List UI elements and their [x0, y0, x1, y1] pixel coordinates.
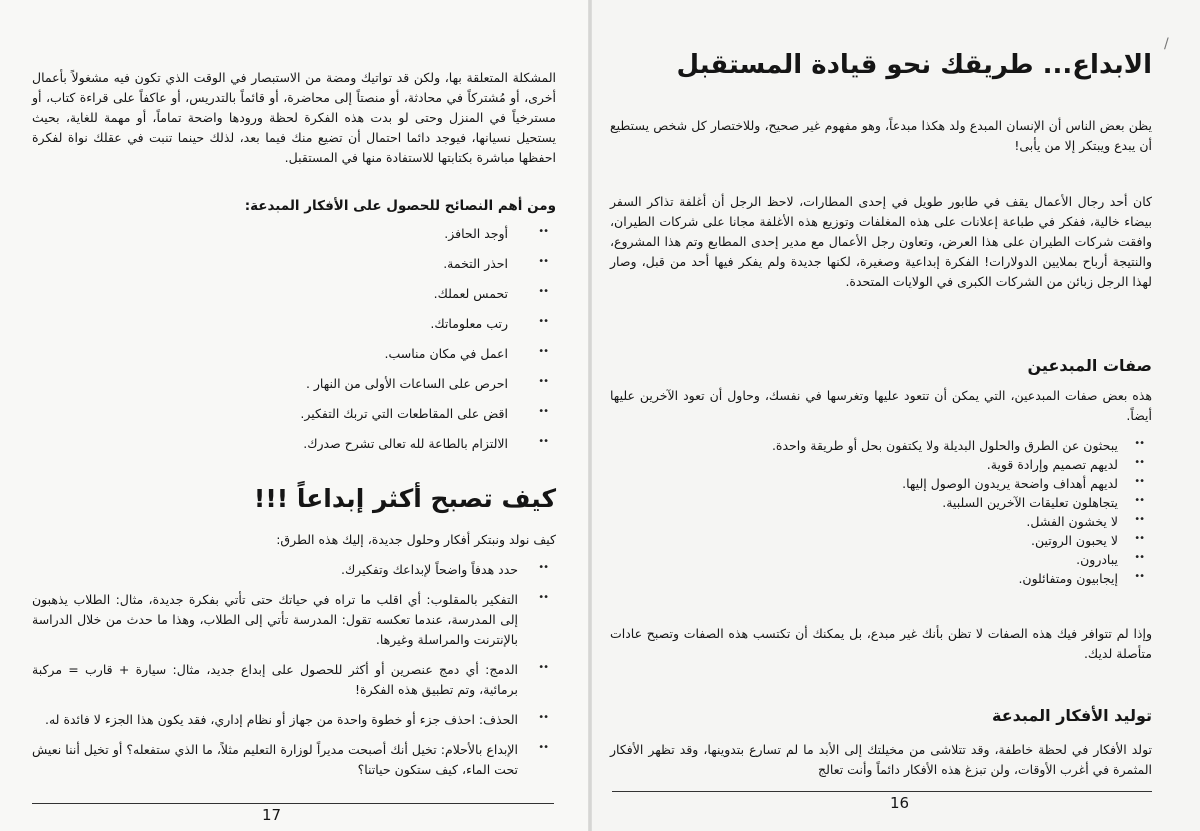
trait-item: •• يبحثون عن الطرق والحلول البديلة ولا يكتفون بحل أو طريقة واحدة.	[771, 438, 1144, 453]
tip-item: •• اعمل في مكان مناسب.	[384, 346, 548, 361]
bullet-icon: ••	[538, 712, 548, 723]
bullet-icon: ••	[1134, 552, 1144, 563]
footer-rule	[612, 791, 1152, 792]
traits-conclusion: وإذا لم تتوافر فيك هذه الصفات لا تظن بأنك غير مبدع، بل يمكنك أن تكتسب هذه الصفات وتصبح عادات متأصلة لديك.	[610, 626, 1152, 661]
method-item: •• حدد هدفاً واضحاً لإبداعك وتفكيرك.	[340, 562, 548, 577]
method-item: •• التفكير بالمقلوب: أي اقلب ما تراه في حياتك حتى تأتي بفكرة جديدة، مثال: الطلاب يذهبون إلى المدرسة، عندما تعكسه تقول: المدرسة تأتي إلى الطلاب، وهذا ما حدث من خلال الدراسة بالإنترنت والمراسلة وغيرها.	[32, 592, 548, 647]
traits-heading: صفات المبدعين	[1027, 356, 1152, 375]
tip-item: •• اقض على المقاطعات التي تربك التفكير.	[300, 406, 548, 421]
ideas-heading: توليد الأفكار المبدعة	[992, 706, 1152, 725]
tips-list	[208, 226, 548, 466]
methods-list	[32, 560, 548, 790]
bullet-icon: ••	[538, 376, 548, 387]
bullet-icon: ••	[538, 406, 548, 417]
bullet-icon: ••	[538, 226, 548, 237]
page-title: الابداع... طريقك نحو قيادة المستقبل	[676, 50, 1152, 80]
bullet-icon: ••	[1134, 438, 1144, 449]
bullet-icon: ••	[1134, 533, 1144, 544]
bullet-icon: ••	[1134, 457, 1144, 468]
bullet-icon: ••	[1134, 571, 1144, 582]
tip-item: •• احذر التخمة.	[443, 256, 548, 271]
tip-item: •• الالتزام بالطاعة لله تعالى تشرح صدرك.	[303, 436, 548, 451]
bullet-icon: ••	[538, 562, 548, 573]
story-paragraph: كان أحد رجال الأعمال يقف في طابور طويل في إحدى المطارات، لاحظ الرجل أن أغلفة تذاكر السفر بيضاء خالية، ففكر في طباعة إعلانات على هذه المغلفات وتوزيع هذه الأغلفة مجانا على شركات الطيران، وافقت شركات الطيران على هذا العرض، وتعاون رجل الأعمال مع مدير إحدى المطابع وتم هذا المشروع، والنتيجة أرباح بملايين الدولارات! الفكرة إبداعية وصغيرة، لكنها جديدة ولم يفكر فيها أحد من قبل، وصار لهذا الرجل زبائن من الشركات الكبرى في الولايات المتحدة.	[610, 194, 1152, 289]
trait-item: •• لا يحبون الروتين.	[1031, 533, 1144, 548]
method-item: •• الحذف: احذف جزء أو خطوة واحدة من جهاز أو نظام إداري، فقد يكون هذا الجزء لا فائدة له.	[44, 712, 548, 727]
page-number: 17	[262, 806, 282, 824]
bullet-icon: ••	[538, 662, 548, 673]
margin-mark: /	[1164, 36, 1169, 52]
tip-item: •• تحمس لعملك.	[433, 286, 548, 301]
bullet-icon: ••	[538, 256, 548, 267]
method-item: •• الإبداع بالأحلام: تخيل أنك أصبحت مديراً لوزارة التعليم مثلاً، ما الذي ستفعله؟ أو تخيل أننا نعيش تحت الماء، كيف ستكون حياتنا؟	[32, 742, 548, 777]
page-16	[592, 0, 1200, 831]
traits-intro: هذه بعض صفات المبدعين، التي يمكن أن تتعود عليها وتغرسها في نفسك، وحاول أن تعود الآخرين عليها أيضاً.	[610, 388, 1152, 423]
trait-item: •• يبادرون.	[1076, 552, 1144, 567]
tip-item: •• أوجد الحافز.	[444, 226, 548, 241]
trait-item: •• يتجاهلون تعليقات الآخرين السلبية.	[942, 495, 1144, 510]
bullet-icon: ••	[1134, 514, 1144, 525]
page-number: 16	[890, 794, 910, 812]
left-intro-paragraph: المشكلة المتعلقة بها، ولكن قد تواتيك ومضة من الاستبصار في الوقت الذي تكون فيه مشغولاً بأعمال أخرى، أو مُشتركاً في محادثة، أو منصتاً إلى محاضرة، أو قائماً بالتدريس، أو عاكفاً على قراءة كتاب، أو مسترخياً في المنزل وحتى لو بدت هذه الفكرة لحظة ورودها واضحة تماماً، أو مهمة للغاية، بحيث يستحيل نسيانها، فيوجد دائما احتمال أن تضيع منك فيما بعد، لذلك حينما تنبت في عقلك نواة لفكرة احفظها مباشرة بكتابتها للاستفادة منها في المستقبل.	[32, 70, 556, 165]
section-intro: كيف نولد ونبتكر أفكار وحلول جديدة، إليك هذه الطرق:	[276, 532, 556, 547]
trait-item: •• إيجابيون ومتفائلون.	[1018, 571, 1144, 586]
traits-list	[610, 438, 1144, 590]
bullet-icon: ••	[1134, 495, 1144, 506]
tips-heading: ومن أهم النصائح للحصول على الأفكار المبدعة:	[244, 198, 556, 214]
bullet-icon: ••	[538, 592, 548, 603]
bullet-icon: ••	[1134, 476, 1144, 487]
trait-item: •• لا يخشون الفشل.	[1026, 514, 1144, 529]
page-17	[0, 0, 588, 831]
bullet-icon: ••	[538, 286, 548, 297]
footer-rule	[32, 803, 554, 804]
bullet-icon: ••	[538, 742, 548, 753]
method-item: •• الدمج: أي دمج عنصرين أو أكثر للحصول على إبداع جديد، مثال: سيارة + قارب = مركبة برمائية، وتم تطبيق هذه الفكرة!	[32, 662, 548, 697]
bullet-icon: ••	[538, 346, 548, 357]
trait-item: •• لديهم تصميم وإرادة قوية.	[986, 457, 1144, 472]
section-title: كيف تصبح أكثر إبداعاً !!!	[253, 484, 556, 513]
ideas-paragraph: تولد الأفكار في لحظة خاطفة، وقد تتلاشى من مخيلتك إلى الأبد ما لم تسارع بتدوينها، وقد تظهر الأفكار المثمرة في أغرب الأوقات، ولن تبزغ هذه الأفكار دائماً وأنت تعالج	[610, 742, 1152, 777]
right-intro-paragraph: يظن بعض الناس أن الإنسان المبدع ولد هكذا مبدعاً، وهو مفهوم غير صحيح، وللاختصار كل شخص يستطيع أن يبدع ويبتكر إلا من يأبى!	[610, 118, 1152, 153]
trait-item: •• لديهم أهداف واضحة يريدون الوصول إليها.	[902, 476, 1144, 491]
tip-item: •• رتب معلوماتك.	[430, 316, 548, 331]
bullet-icon: ••	[538, 316, 548, 327]
bullet-icon: ••	[538, 436, 548, 447]
tip-item: •• احرص على الساعات الأولى من النهار .	[305, 376, 548, 391]
